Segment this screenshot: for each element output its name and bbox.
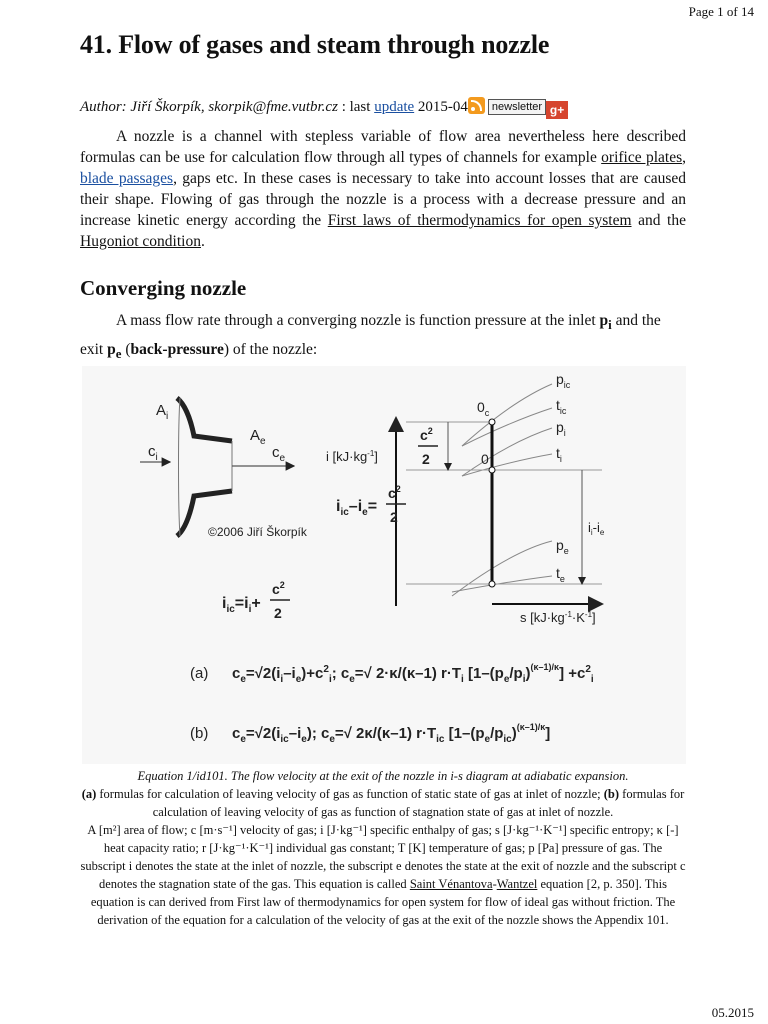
caption-vars: A [m²] area of flow; c [m·s⁻¹] velocity of gas; i [J·kg⁻¹] specific enthalpy of gas; s [J·kg⁻¹·K⁻¹] specific entropy; κ [-] heat capacity ratio; r [J·kg⁻¹·K⁻¹] individual gas constant; T [K] temperature of gas; p [Pa] pressure of gas. The subscript i denotes the state at the inlet of nozzle, the subscript e denotes the state at the exit of nozzle and the subscript c denotes the stagnation state of the gas. This equation is called Saint Vénantova-Wantzel equation [2, p. 350]. This equation is can derived from First law of thermodynamics for open system for flow of ideal gas without friction. The derivation of the equation for a calculation of the velocity of gas at the exit of the nozzle shows the Appendix 101. — [80, 823, 686, 927]
intro-text-5: . — [200, 233, 205, 250]
svg-text:2: 2 — [390, 509, 398, 525]
section-heading: Converging nozzle — [80, 276, 247, 300]
nozzle-diagram — [82, 366, 686, 764]
section-text-3: ( — [121, 341, 131, 359]
svg-text:2: 2 — [422, 451, 430, 467]
formula-a: $c_e=√2(i_i-i_e)+c^2_i$; $c_e=√$ 2·κ/(κ–1) $r\cdot T_i$ $[1-(p_e/p_i)^{(\kappa-1)/\kappa}] +c^2_i$ — [232, 662, 594, 685]
nozzle-figure — [82, 366, 686, 764]
section-text-1: A mass flow rate through a converging nozzle is function pressure at the inlet — [116, 312, 600, 329]
label-tic: $t_{ic}$ — [556, 397, 567, 416]
newsletter-button[interactable]: newsletter — [488, 99, 546, 115]
section-text-4: ) of the nozzle: — [223, 341, 318, 359]
google-plus-icon[interactable]: g+ — [546, 101, 568, 119]
formula-b-label: (b) — [190, 725, 209, 742]
author-line — [80, 97, 568, 119]
link-hugoniot[interactable]: Hugoniot condition — [80, 233, 201, 250]
formula-b: $c_e=√2(i_{ic}-i_e)$; $c_e=√$ 2κ/(κ–1) $r\cdot T_{ic}$ $[1-(p_e/p_{ic})^{(\kappa-1)/\kappa}]$ — [232, 722, 551, 745]
last-text: : last — [337, 99, 375, 115]
label-pe: $p_e$ — [556, 537, 569, 556]
nozzle-upper-wall — [177, 398, 232, 441]
intro-text-4: and the — [631, 212, 686, 229]
svg-text:c2: $c^2$ — [272, 580, 285, 597]
label-ti: $t_i$ — [556, 445, 562, 464]
frac-ci2: $c^2$ — [420, 426, 433, 443]
footer-date: 05.2015 — [711, 1005, 754, 1020]
symbol-pi: $p_i$ — [599, 312, 612, 333]
intro-text-1: A nozzle is a channel with stepless variable of flow area nevertheless here described formulas can be use for calculation flow through all types of channels for example — [80, 128, 686, 166]
link-blade-passages[interactable]: blade passages — [80, 170, 174, 187]
label-0c: $0_c$ — [477, 399, 490, 418]
page-number: Page 1 of 14 — [688, 4, 754, 19]
symbol-pe: $p_e$ — [107, 341, 122, 362]
back-pressure-term: back-pressure — [130, 341, 224, 359]
s-axis-label: s $[kJ\cdot kg^{-1}\cdot K^{-1}]$ — [520, 610, 596, 625]
label-pic: $p_{ic}$ — [556, 371, 571, 390]
caption-title: Equation 1/id101. The flow velocity at the exit of the nozzle in i-s diagram at adiabatic expansion. — [137, 769, 629, 783]
figure-caption — [80, 767, 686, 929]
label-pi: $p_i$ — [556, 419, 566, 438]
formula-a-label: (a) — [190, 665, 209, 682]
label-ci: $c_i$ — [148, 443, 158, 463]
eq-iic-ie: $i_{ic}-i_e=$ — [336, 498, 378, 518]
link-first-laws[interactable]: First laws of thermodynamics for open system — [327, 212, 632, 229]
svg-text:c2: $c^2$ — [388, 484, 401, 501]
label-Ae: $A_e$ — [250, 427, 266, 447]
intro-paragraph — [80, 126, 686, 252]
eq-iic: $i_{ic}=i_i+$ — [222, 595, 261, 615]
label-te: $t_e$ — [556, 565, 565, 584]
label-0: 0 — [481, 451, 489, 467]
link-saint-venantova[interactable]: Saint Vénantova — [409, 877, 493, 891]
link-wantzel[interactable]: Wantzel — [496, 877, 538, 891]
section-text-2: and the exit — [80, 312, 661, 359]
copyright: ©2006 Jiří Škorpík — [208, 525, 307, 539]
intro-text-2: , — [682, 149, 686, 166]
label-diff: $i_i-i_e$ — [588, 520, 605, 537]
intro-text-3: , gaps etc. In these cases is necessary to take into account losses that are caused their shape. Flowing of gas through the nozzle is a process with a decrease pressure and an increase kinetic energy according the — [80, 170, 686, 229]
i-axis-label: i $[kJ\cdot kg^{-1}]$ — [326, 449, 378, 464]
caption-body: (a) formulas for calculation of leaving velocity of gas as function of static state of gas at inlet of nozzle; (b) formulas for calculation of leaving velocity of gas as function of stagnation state of gas at inlet of nozzle. — [81, 787, 685, 819]
author-name: Author: Jiří Škorpík, skorpik@fme.vutbr.cz — [80, 99, 338, 115]
link-orifice-plates[interactable]: orifice plates — [601, 149, 683, 166]
update-link[interactable]: update — [374, 99, 415, 115]
label-Ai: $A_i$ — [156, 402, 169, 422]
svg-text:2: 2 — [274, 605, 282, 621]
update-date: 2015-04 — [414, 99, 468, 115]
section-paragraph — [80, 308, 686, 366]
page-title: 41. Flow of gases and steam through nozzle — [80, 30, 550, 59]
label-ce: $c_e$ — [272, 444, 286, 464]
rss-icon[interactable] — [468, 97, 485, 114]
